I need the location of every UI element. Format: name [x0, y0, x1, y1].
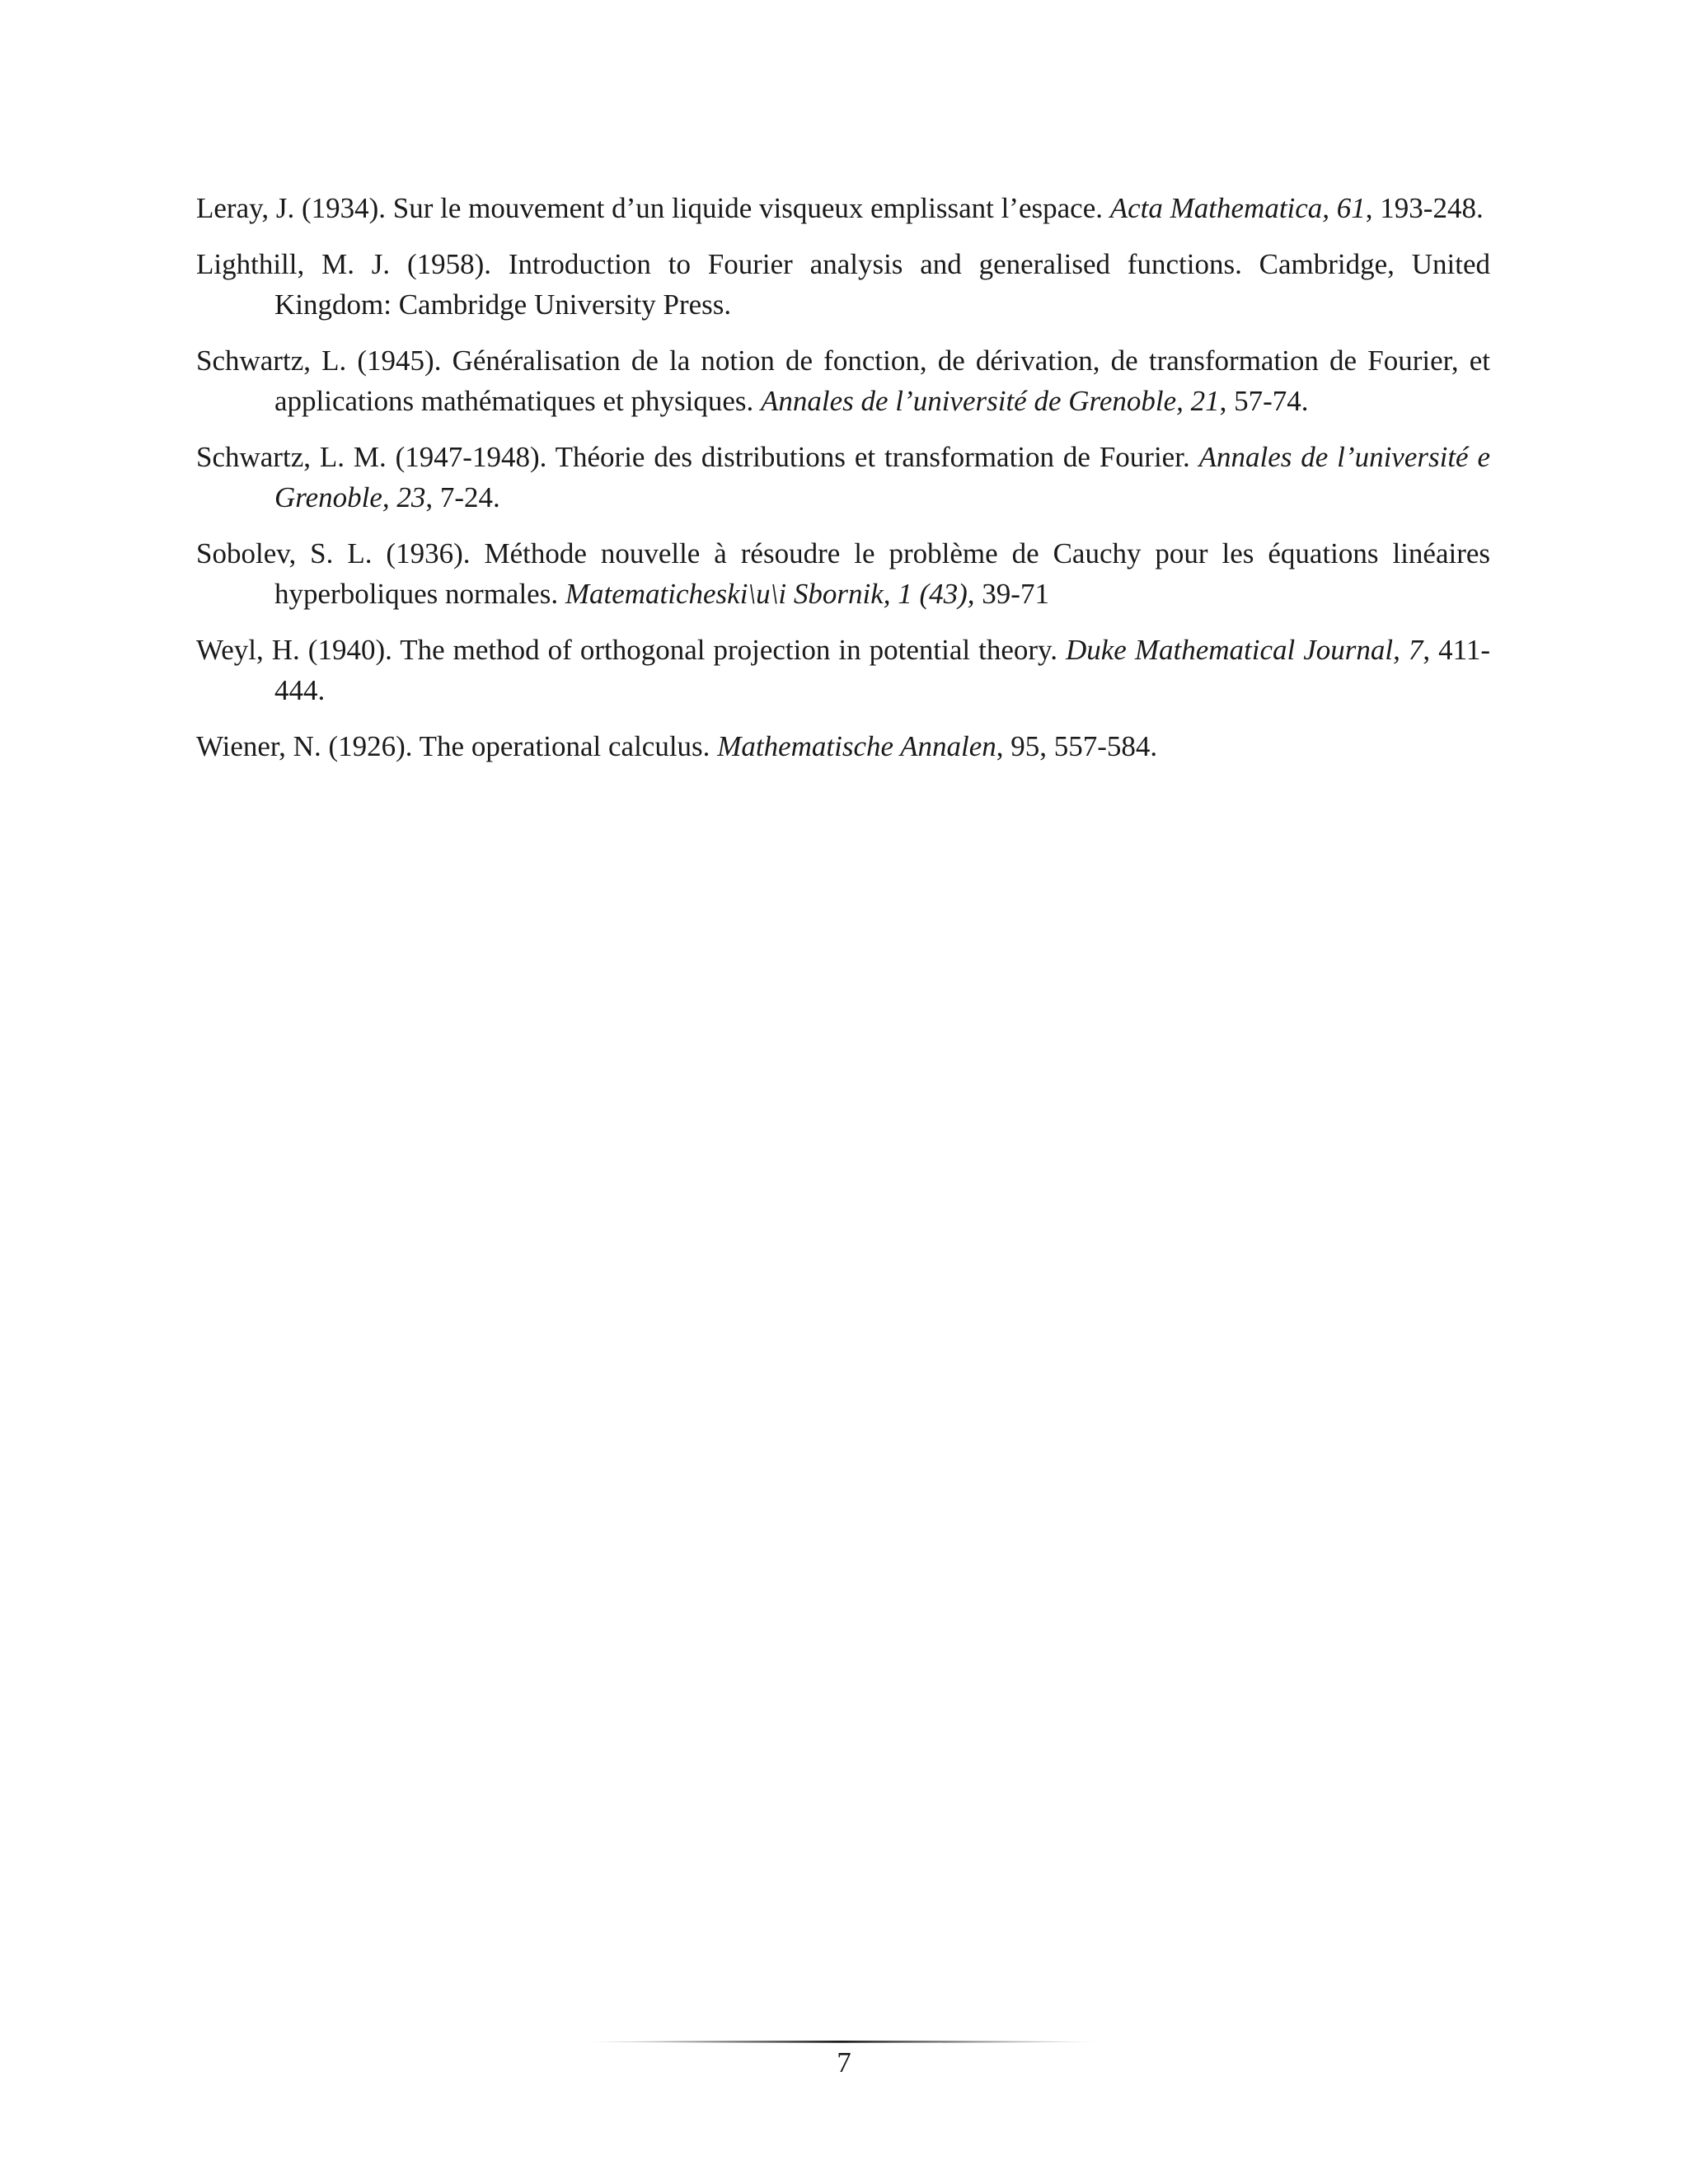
reference-title: Introduction to Fourier analysis and generalised functions. Cambridge, United Kingdom: Cambridge University Press.: [274, 248, 1491, 321]
reference-authors-year: Sobolev, S. L. (1936).: [196, 537, 471, 569]
reference-schwartz-1945: [196, 340, 1490, 421]
reference-weyl-1940: [196, 630, 1490, 710]
reference-title: Théorie des distributions et transformation de Fourier.: [555, 441, 1190, 473]
reference-authors-year: Schwartz, L. M. (1947-1948).: [196, 441, 547, 473]
reference-source: Duke Mathematical Journal, 7: [1066, 634, 1423, 666]
reference-pages: , 193-248.: [1365, 192, 1484, 224]
reference-pages: 39-71: [974, 578, 1049, 610]
reference-wiener-1926: [196, 726, 1490, 766]
reference-sobolev-1936: [196, 533, 1490, 614]
reference-title: Généralisation de la notion de fonction, de dérivation, de transformation de Fourier, et applications mathématiques et physiques.: [274, 344, 1491, 417]
reference-source: Acta Mathematica, 61: [1109, 192, 1366, 224]
reference-authors-year: Leray, J. (1934).: [196, 192, 387, 224]
reference-leray-1934: [196, 188, 1490, 228]
reference-pages: , 57-74.: [1219, 385, 1309, 417]
reference-title: Méthode nouvelle à résoudre le problème de Cauchy pour les équations linéaires hyperboliques normales.: [274, 537, 1491, 610]
reference-title: The operational calculus.: [419, 730, 710, 762]
reference-authors-year: Weyl, H. (1940).: [196, 634, 392, 666]
reference-pages: , 411-444.: [274, 634, 1491, 706]
footer-divider: [577, 2040, 1104, 2044]
reference-list: [196, 188, 1490, 782]
reference-authors-year: Lighthill, M. J. (1958).: [196, 248, 492, 280]
reference-schwartz-1947: [196, 437, 1490, 518]
reference-pages: , 95, 557-584.: [996, 730, 1158, 762]
reference-authors-year: Schwartz, L. (1945).: [196, 344, 442, 377]
reference-authors-year: Wiener, N. (1926).: [196, 730, 413, 762]
reference-source: Annales de l’université de Grenoble, 21: [761, 385, 1220, 417]
page-number: 7: [837, 2046, 851, 2079]
reference-title: The method of orthogonal projection in potential theory.: [400, 634, 1057, 666]
reference-title: Sur le mouvement d’un liquide visqueux emplissant l’espace.: [392, 192, 1103, 224]
reference-source: Mathematische Annalen: [717, 730, 996, 762]
reference-lighthill-1958: [196, 244, 1490, 325]
reference-source: Matematicheski\u\i Sbornik, 1 (43),: [565, 578, 975, 610]
reference-source: Annales de l’université e Grenoble, 23: [274, 441, 1491, 513]
reference-pages: , 7-24.: [425, 481, 500, 513]
